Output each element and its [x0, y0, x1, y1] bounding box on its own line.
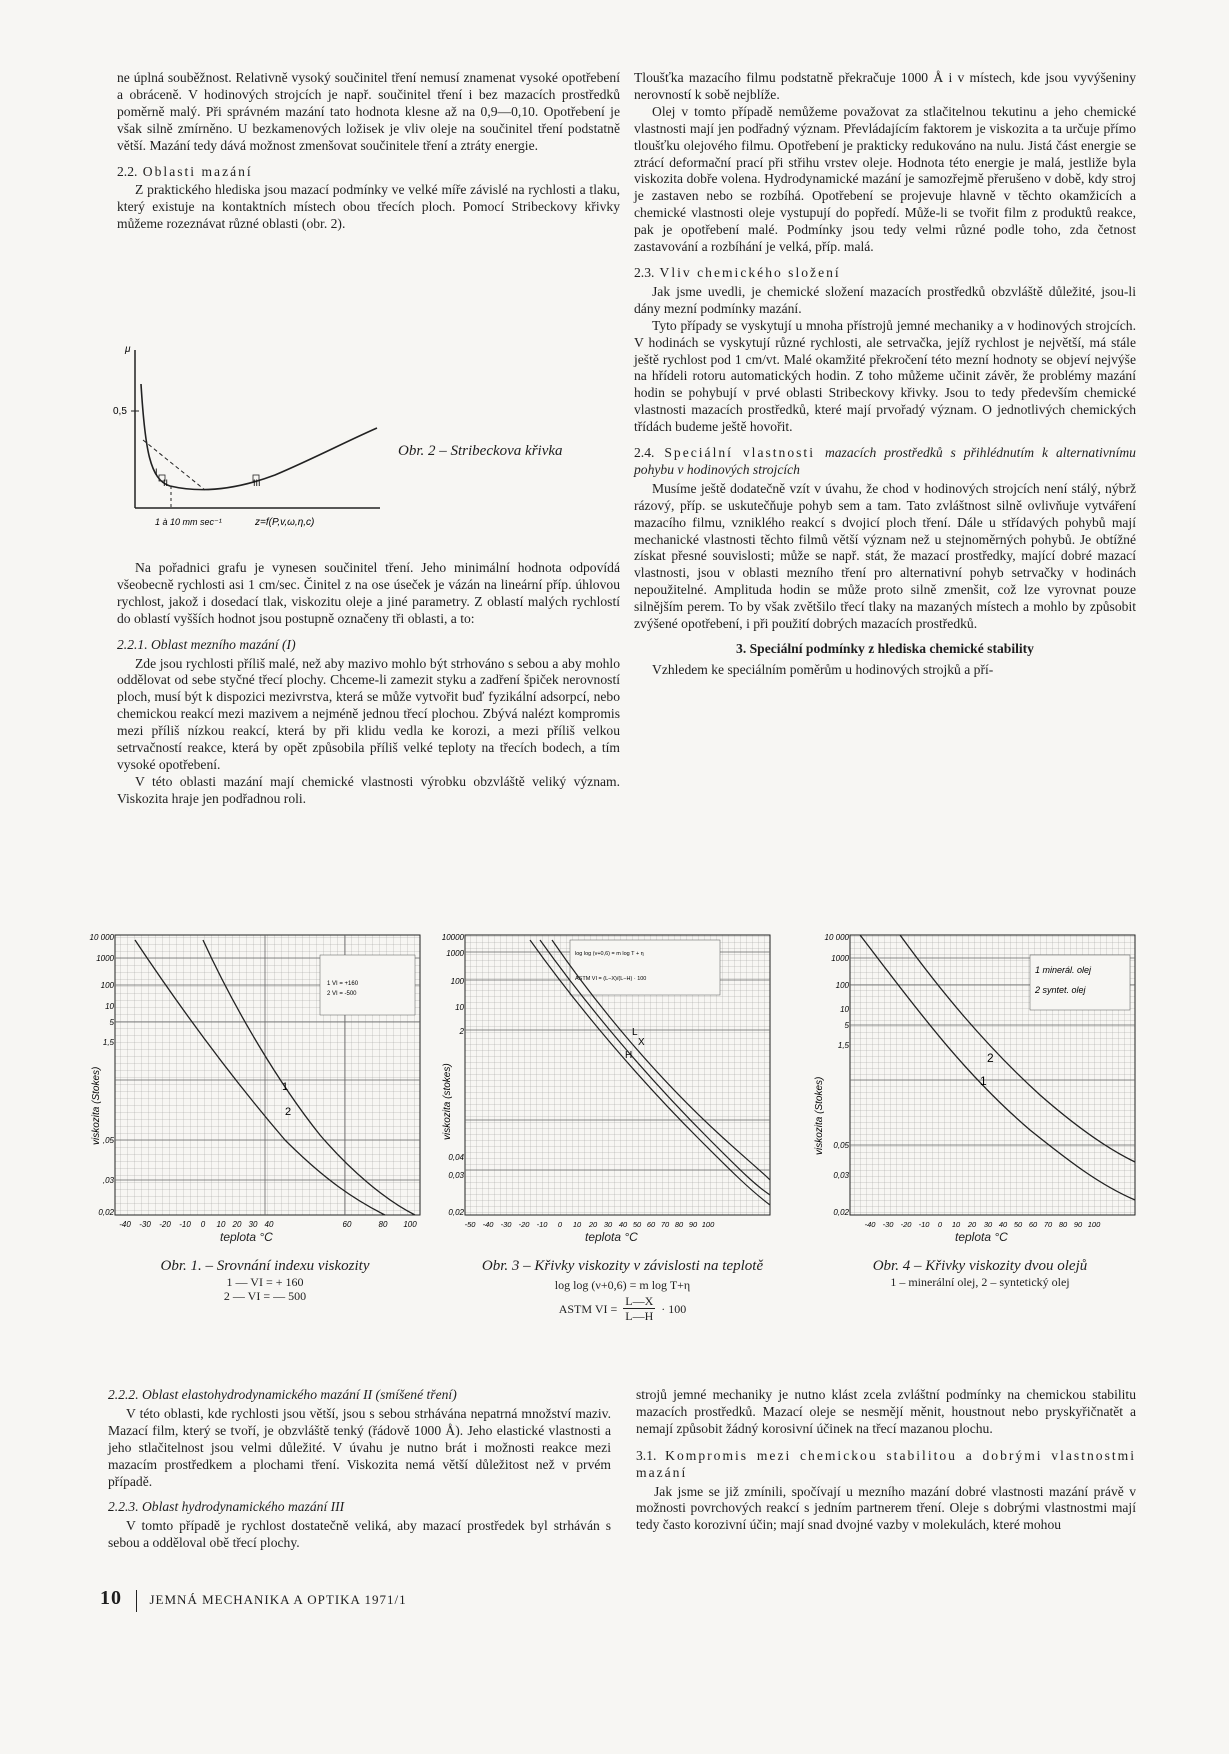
- section-number: 2.4.: [634, 445, 655, 461]
- svg-text:1,5: 1,5: [837, 1041, 849, 1050]
- svg-text:5: 5: [109, 1018, 114, 1027]
- svg-text:10: 10: [951, 1220, 961, 1229]
- svg-text:-30: -30: [882, 1220, 894, 1229]
- svg-text:100: 100: [835, 981, 849, 990]
- paragraph: Zde jsou rychlosti příliš malé, než aby mazivo mohlo být strhováno s sebou a aby mohlo oddělovat od sebe styčné třecí plochy. Chceme-li zamezit styku a zadření špiček nerovností ploch, musí být k dispozici mezivrstva, která se může vytvořit buď fyzikální adsorpcí, nebo chemickou reakcí mezi mazivem a nejméně jednou třecí plochou. Zbývá nalézt kompromis mezi příliš nízkou reakcí, která by při klidu vedla ke korozi, a mezi příliš velkou setrvačností reakce, která by opět způsobila příliš velké teploty na třecích bodech, a tím vysoké opotřebení.: [117, 655, 620, 772]
- svg-text:100: 100: [1087, 1220, 1101, 1229]
- chapter-heading: 3. Speciální podmínky z hlediska chemické stability: [736, 641, 1034, 656]
- svg-text:,03: ,03: [102, 1176, 114, 1185]
- legend-entry: 2 VI = -500: [327, 991, 357, 997]
- svg-text:60: 60: [1028, 1220, 1038, 1229]
- formula-astm: ASTM VI = $\frac{L—X}{L—H}$ · 100: [558, 1294, 687, 1323]
- legend-entry: 1 VI = +160: [327, 981, 359, 987]
- figure-1-viscosity-chart: [85, 930, 430, 1230]
- caption-title: Obr. 1. – Srovnání indexu viskozity: [160, 1258, 370, 1274]
- caption-title: Obr. 3 – Křivky viskozity v závislosti na teplotě: [481, 1258, 764, 1274]
- paragraph: V této oblasti, kde rychlosti jsou větší, jsou s sebou strhávána nepatrná množství maziv. Mazací film, který se tvoří, je obzvláště tenký (řádově 1000 Å). Jeho elastické vlastnosti a jeho stlačitelnost jsou velmi důležité. V úvahu je nutno brát i možnosti reakce mezi mazacím prostředkem a plochami tření. Viskozita nemá větší důležitost než v prvém případě.: [108, 1405, 611, 1489]
- section-title: Vliv chemického složení: [659, 264, 841, 280]
- svg-text:40: 40: [998, 1220, 1008, 1229]
- svg-text:-10: -10: [918, 1220, 930, 1229]
- section-number: 2.3.: [634, 264, 655, 280]
- section-heading: [636, 1448, 1136, 1482]
- svg-text:80: 80: [1058, 1220, 1068, 1229]
- svg-text:10: 10: [216, 1220, 226, 1229]
- svg-text:1,5: 1,5: [102, 1038, 114, 1047]
- svg-text:-40: -40: [482, 1220, 494, 1229]
- svg-text:70: 70: [1043, 1220, 1053, 1229]
- svg-text:-20: -20: [900, 1220, 912, 1229]
- formula-line: log log (ν+0,6) = m log T+η: [554, 1278, 691, 1292]
- svg-text:10: 10: [572, 1220, 582, 1229]
- y-tick: 0,5: [113, 406, 127, 417]
- right-column-top: [634, 70, 1136, 679]
- svg-text:0: 0: [200, 1220, 206, 1229]
- curve-label: 1: [980, 1074, 987, 1088]
- caption-sub: 1 – minerální olej, 2 – syntetický olej: [890, 1275, 1070, 1289]
- paragraph: Na pořadnici grafu je vynesen součinitel tření. Jeho minimální hodnota odpovídá všeobecně rychlosti asi 1 cm/sec. Činitel z na ose úseček je vázán na lineární příp. úhlovou rychlost, jakož i dosedací tlak, viskozitu oleje a jiné parametry. Z oblastí malých rychlostí do oblastí vyšších hodnot jsou postupně označeny tři oblasti, a to:: [117, 560, 620, 626]
- subsection-heading: 2.2.1. Oblast mezního mazání (I): [117, 636, 296, 652]
- svg-text:50: 50: [632, 1220, 642, 1229]
- svg-text:90: 90: [1073, 1220, 1083, 1229]
- curve-label: X: [638, 1037, 645, 1048]
- fig2-caption: Obr. 2 – Stribeckova křivka: [398, 443, 563, 459]
- svg-text:30: 30: [248, 1220, 258, 1229]
- svg-text:-10: -10: [179, 1220, 191, 1229]
- right-column-bottom: [636, 1387, 1136, 1534]
- svg-text:100: 100: [403, 1220, 417, 1229]
- svg-text:1000: 1000: [446, 949, 464, 958]
- region-label-i: I: [155, 467, 158, 477]
- paragraph: Vzhledem ke speciálním poměrům u hodinových strojků a pří-: [652, 661, 994, 677]
- svg-text:80: 80: [378, 1220, 388, 1229]
- y-axis-label: viskozita (Stokes): [814, 1076, 825, 1155]
- y-axis-label: viskozita (Stokes): [91, 1066, 102, 1145]
- svg-text:10 000: 10 000: [824, 933, 849, 942]
- svg-text:30: 30: [603, 1220, 613, 1229]
- legend-entry: 2 syntet. olej: [1035, 985, 1086, 995]
- paragraph: Olej v tomto případě nemůžeme považovat za stlačitelnou tekutinu a jeho chemické vlastnosti mají jen podřadný význam. Převládajícím faktorem je viskozita a ta určuje přímo tloušťku olejového filmu. Opotřebení je prakticky redukováno na nulu. Jistá část energie se ztrácí deformační prací při střihu vrstev oleje. Hodnota této energie je malá, jestliže byla viskozita dobře volena. Hydrodynamické mazání je samozřejmě přerušeno v době, kdy stroj je zastaven nebo se rozbíhá. Opotřebení se projevuje hlavně v těchto okamžicích a chemické vlastnosti oleje vystupují do popředí. Může-li se tvořit film z produktů reakce, pak je opotřebení malé. Podmínky jsou tedy velmi různé podle toho, zda četnost zastavování a rozbíhání je velká, příp. malá.: [634, 103, 1136, 255]
- section-title-rest: mazacích prostředků s přihlédnutím k alternativnímu pohybu v hodinových strojcích: [634, 445, 1136, 477]
- svg-text:-40: -40: [864, 1220, 876, 1229]
- svg-text:30: 30: [983, 1220, 993, 1229]
- svg-text:50: 50: [1013, 1220, 1023, 1229]
- svg-text:0,02: 0,02: [448, 1208, 464, 1217]
- svg-text:100: 100: [450, 977, 464, 986]
- svg-text:-30: -30: [500, 1220, 512, 1229]
- subsection-heading: 2.2.2. Oblast elastohydrodynamického mazání II (smíšené tření): [108, 1387, 457, 1402]
- left-column-top: [117, 70, 620, 233]
- region-label-iii: III: [253, 478, 261, 488]
- fig4-x-label: teplota °C: [955, 1230, 1008, 1244]
- svg-text:10 000: 10 000: [89, 933, 114, 942]
- curve-label: H: [625, 1050, 633, 1061]
- x-ticks: [119, 1220, 417, 1229]
- fig3-x-label: teplota °C: [585, 1230, 638, 1244]
- mu-label: μ: [125, 344, 131, 355]
- x-label-speed: 1 à 10 mm sec⁻¹: [155, 517, 222, 527]
- svg-text:100: 100: [701, 1220, 715, 1229]
- left-column-mid: [117, 560, 620, 808]
- paragraph: V této oblasti mazání mají chemické vlastnosti výrobku obzvláště veliký význam. Viskozita hraje jen podřadnou roli.: [117, 773, 620, 806]
- svg-text:100: 100: [100, 981, 114, 990]
- caption-line: 1 — VI = + 160: [226, 1275, 304, 1289]
- svg-text:-50: -50: [464, 1220, 476, 1229]
- svg-text:10: 10: [840, 1005, 849, 1014]
- svg-text:-30: -30: [139, 1220, 151, 1229]
- paragraph: ne úplná souběžnost. Relativně vysoký součinitel tření nemusí znamenat vysoké opotřebení a obráceně. V hodinových strojcích je např. součinitel tření i bez mazacích prostředků poměrně malý. Při správném mazání tato hodnota klesne až na 0,9—0,10. Opotřebení je však silně zmírněno. U bezkamenových ložisek je vliv oleje na součinitel tření podstatně větší. Mazání tedy dává možnost zmenšovat součinitele tření a ztráty energie.: [117, 70, 620, 153]
- paragraph: Jak jsme se již zmínili, spočívají u mezního mazání dobré vlastnosti mazání právě v možnosti povrchových reakcí s jedním partnerem tření. Oleje s dobrými vlastnostmi mají tedy často korozivní účin; mají snad dvojné vazby v molekulách, které mohou: [636, 1483, 1136, 1533]
- svg-text:-20: -20: [518, 1220, 530, 1229]
- section-number: 2.2.: [117, 163, 138, 179]
- curve-label: 1: [282, 1081, 289, 1093]
- section-title: Oblasti mazání: [142, 163, 253, 179]
- curve-label: L: [632, 1027, 638, 1038]
- svg-text:-40: -40: [119, 1220, 131, 1229]
- svg-text:20: 20: [588, 1220, 598, 1229]
- svg-text:10: 10: [455, 1003, 464, 1012]
- stribeck-figure: [95, 340, 395, 540]
- y-axis-label: viskozita (stokes): [442, 1063, 453, 1140]
- caption-title: Obr. 4 – Křivky viskozity dvou olejů: [872, 1258, 1088, 1274]
- svg-text:0: 0: [937, 1220, 943, 1229]
- svg-text:0: 0: [557, 1220, 563, 1229]
- section-heading: [634, 445, 1136, 479]
- paragraph: Z praktického hlediska jsou mazací podmínky ve velké míře závislé na rychlosti a tlaku, který existuje na kontaktních místech obou třecích ploch. Pomocí Stribeckovy křivky můžeme rozeznávat různé oblasti (obr. 2).: [117, 182, 620, 232]
- section-heading: [117, 164, 620, 181]
- caption-line: 2 — VI = — 500: [223, 1289, 307, 1303]
- paragraph: V tomto případě je rychlost dostatečně veliká, aby mazací prostředek byl strháván s sebou a odděloval obě třecí plochy.: [108, 1518, 611, 1551]
- svg-text:0,02: 0,02: [833, 1208, 849, 1217]
- svg-text:60: 60: [342, 1220, 352, 1229]
- svg-text:-10: -10: [536, 1220, 548, 1229]
- region-label-ii: II: [163, 478, 169, 488]
- fig1-x-label: teplota °C: [220, 1230, 273, 1244]
- svg-text:20: 20: [967, 1220, 977, 1229]
- svg-text:10000: 10000: [441, 933, 464, 942]
- svg-text:0,02: 0,02: [98, 1208, 114, 1217]
- paragraph: Tyto případy se vyskytují u mnoha přístrojů jemné mechaniky a v hodinových strojcích. V hodinách se vyskytují různé rychlosti, ale setrvačka, jejíž rychlost je největší, má stále ještě rychlost pod 1 cm/vt. Malé okamžité překročení této mezní hodnoty se objeví nejvýše na hřídeli rotoru automatických hodin. Z toho můžeme učinit závěr, že problémy mazání hodin se pohybují v prvé oblasti Stribeckovy křivky. Jsou to tedy především chemické vlastnosti mazacích prostředků, které mají prvořadý význam. O jednotlivých chemických třídách budeme ještě hovořit.: [634, 317, 1136, 435]
- paragraph: strojů jemné mechaniky je nutno klást zcela zvláštní podmínky na chemickou stabilitu mazacích prostředků. Mazací oleje se nesmějí měnit, houstnout nebo pryskyřičnatět a nemají způsobit žádný korosivní účinek na třecí mazanou plochu.: [636, 1387, 1136, 1436]
- x-label-function: z=f(P,v,ω,η,c): [255, 517, 315, 528]
- paragraph: Jak jsme uvedli, je chemické složení mazacích prostředků obzvláště důležité, jsou-li dány mezní podmínky mazání.: [634, 283, 1136, 316]
- svg-text:0,04: 0,04: [448, 1153, 464, 1162]
- svg-text:0,05: 0,05: [833, 1141, 849, 1150]
- svg-text:5: 5: [844, 1021, 849, 1030]
- svg-text:1000: 1000: [831, 954, 849, 963]
- left-column-bottom: [108, 1387, 611, 1552]
- page-footer: [100, 1587, 407, 1612]
- svg-text:,05: ,05: [102, 1136, 114, 1145]
- svg-text:60: 60: [646, 1220, 656, 1229]
- svg-text:2: 2: [459, 1027, 464, 1036]
- figure-4-viscosity-chart: [800, 930, 1145, 1230]
- section-number: 3.1.: [636, 1447, 657, 1463]
- legend-entry: 1 minerál. olej: [1035, 965, 1092, 975]
- svg-text:1000: 1000: [96, 954, 114, 963]
- legend-formula: log log (v+0,6) = m log T + η: [575, 951, 644, 957]
- curve-label: 2: [987, 1051, 994, 1065]
- fig3-caption: [455, 1257, 790, 1323]
- subsection-heading: 2.2.3. Oblast hydrodynamického mazání III: [108, 1499, 345, 1515]
- svg-text:70: 70: [660, 1220, 670, 1229]
- fig1-caption: [110, 1257, 420, 1303]
- paragraph: Musíme ještě dodatečně vzít v úvahu, že chod v hodinových strojcích není stálý, nýbrž rázový, příp. se uskutečňuje pohyb sem a tam. Tato zvláštnost silně ovlivňuje vytváření mazacího filmu, vzniklého reakcí s dvojicí ploch tření. Dále u střídavých pohybů mají mechanické vlastnosti těchto filmů větší význam než u stejnoměrných pohybů. Je obtížné získat přesné souvislosti; může se např. stát, že mazací prostředky, mající dobré mazací vlastnosti, jsou v oblasti mezního tření pro alternativní pohyb setrvačky v hodinách nepoužitelné. Amplituda hodin se může proto silně zmenšit, což lze vyrovnat pouze silnějším perem. To by však zvětšilo třecí tlaky na mazaných místech a mohlo by způsobit zvýšené opotřebení, i při použití dobrých mazacích prostředků.: [634, 480, 1136, 632]
- svg-text:40: 40: [264, 1220, 274, 1229]
- paragraph: Tloušťka mazacího filmu podstatně překračuje 1000 Å i v místech, kde jsou vyvýšeniny nerovností k sobě nejblíže.: [634, 70, 1136, 102]
- svg-text:0,03: 0,03: [448, 1171, 464, 1180]
- journal-name: JEMNÁ MECHANIKA A OPTIKA 1971/1: [149, 1592, 407, 1607]
- svg-text:80: 80: [674, 1220, 684, 1229]
- section-heading: [634, 265, 1136, 282]
- svg-text:90: 90: [688, 1220, 698, 1229]
- figure-3-viscosity-chart: [440, 930, 780, 1230]
- svg-text:20: 20: [232, 1220, 242, 1229]
- section-title: Speciální vlastnosti: [664, 445, 815, 461]
- svg-text:-20: -20: [159, 1220, 171, 1229]
- svg-text:0,03: 0,03: [833, 1171, 849, 1180]
- svg-text:10: 10: [105, 1002, 114, 1011]
- section-title: Kompromis mezi chemickou stabilitou a dobrými vlastnostmi mazání: [636, 1447, 1136, 1480]
- page-number: 10: [100, 1587, 122, 1609]
- legend-formula: ASTM VI = (L−X)/(L−H) · 100: [575, 976, 647, 982]
- svg-text:40: 40: [618, 1220, 628, 1229]
- fig4-caption: [820, 1257, 1140, 1289]
- curve-label: 2: [285, 1106, 292, 1118]
- footer-divider: [136, 1590, 137, 1612]
